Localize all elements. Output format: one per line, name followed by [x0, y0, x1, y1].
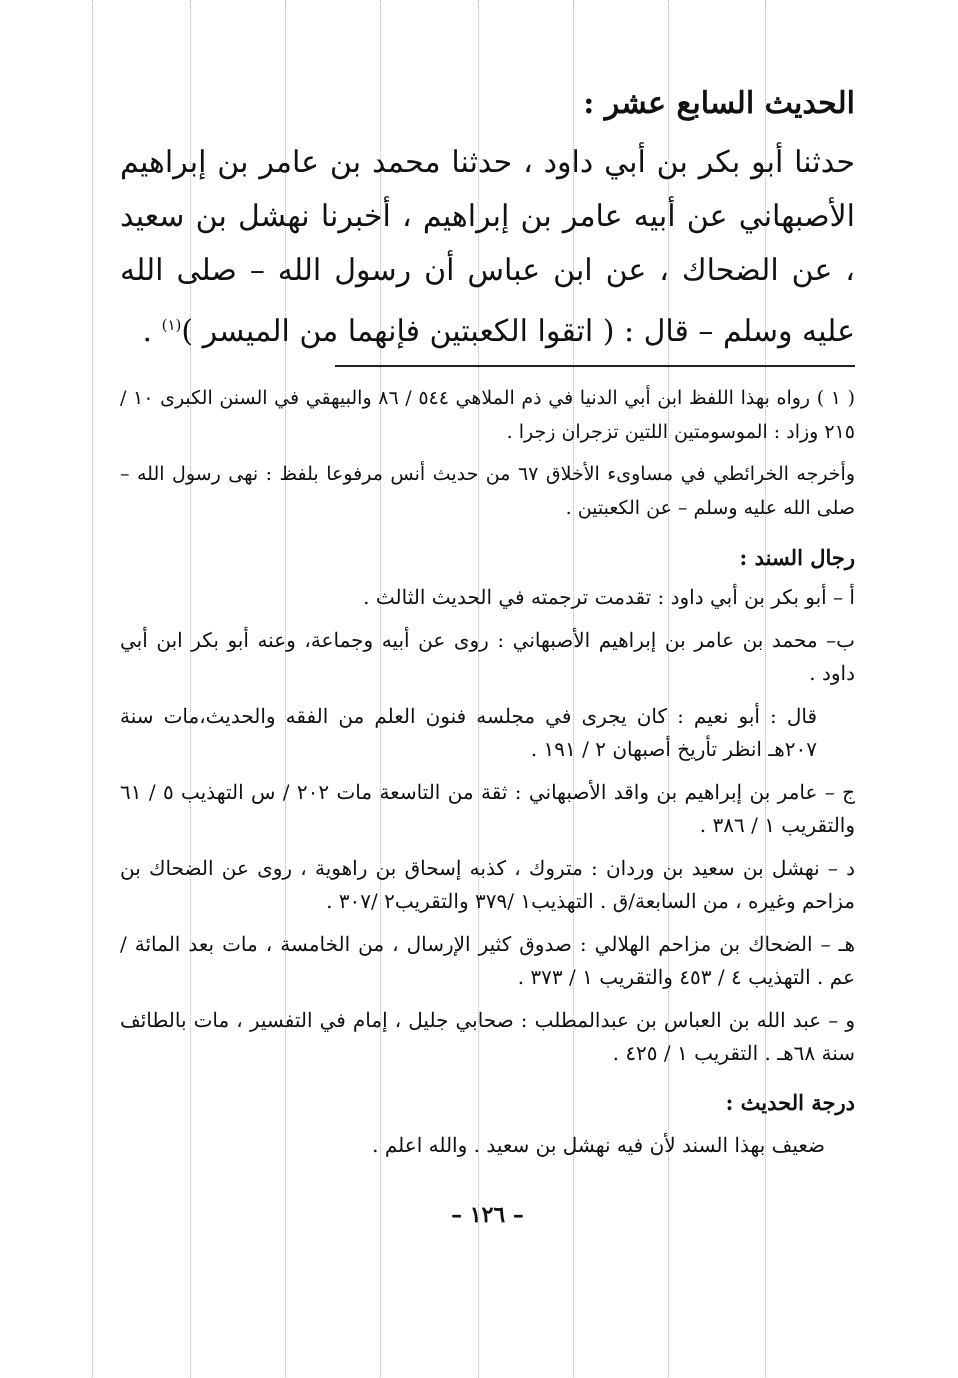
footnote: ( ١ ) رواه بهذا اللفظ ابن أبي الدنيا في ذم الملاهي ٥٤٤ / ٨٦ والبيهقي في السنن الكبرى ١٠ / ٢١٥ وزاد : الموسومتين اللتين تزجران زجرا .	[120, 387, 855, 443]
narrator-item: هـ – الضحاك بن مزاحم الهلالي : صدوق كثير الإرسال ، من الخامسة ، مات بعد المائة / عم . التهذيب ٤ / ٤٥٣ والتقريب ١ / ٣٧٣ .	[120, 932, 855, 989]
hadith-title: الحديث السابع عشر :	[583, 86, 855, 121]
footnote-divider	[335, 365, 855, 367]
narrator-item: د – نهشل بن سعيد بن وردان : متروك ، كذبه إسحاق بن راهوية ، روى عن الضحاك بن مزاحم وغيره ، من السابعة/ق . التهذيب١ /٣٧٩ والتقريب٢ /٣٠٧ .	[120, 856, 855, 913]
narrator-note: قال : أبو نعيم : كان يجرى في مجلسه فنون العلم من الفقه والحديث،مات سنة ٢٠٧هـ انظر تأريخ أصبهان ٢ / ١٩١ .	[120, 704, 817, 761]
narrator-item: ج – عامر بن إبراهيم بن واقد الأصبهاني : ثقة من التاسعة مات ٢٠٢ / س التهذيب ٥ / ٦١ والتقريب ١ / ٣٨٦ .	[120, 780, 856, 837]
footnote: وأخرجه الخرائطي في مساوىء الأخلاق ٦٧ من حديث أنس مرفوعا بلفظ : نهى رسول الله – صلى الله عليه وسلم – عن الكعبتين .	[120, 463, 855, 519]
grade-heading: درجة الحديث :	[725, 1090, 855, 1115]
narrator-item: أ – أبو بكر بن أبي داود : تقدمت ترجمته في الحديث الثالث .	[363, 585, 855, 609]
footnote-marker: (١)	[161, 316, 182, 334]
narrator-item: ب– محمد بن عامر بن إبراهيم الأصبهاني : روى عن أبيه وجماعة، وعنه أبو بكر ابن أبي داود .	[120, 628, 855, 685]
narrator-item: و – عبد الله بن العباس بن عبدالمطلب : صحابي جليل ، إمام في التفسير ، مات بالطائف سنة ٦٨هـ . التقريب ١ / ٤٢٥ .	[120, 1008, 855, 1065]
page	[120, 70, 855, 1228]
margin-dots	[92, 0, 93, 1378]
page-number: – ١٢٦ –	[451, 1202, 524, 1228]
grade-text: ضعيف بهذا السند لأن فيه نهشل بن سعيد . والله اعلم .	[372, 1133, 825, 1157]
hadith-body: حدثنا أبو بكر بن أبي داود ، حدثنا محمد بن عامر بن إبراهيم الأصبهاني عن أبيه عامر بن إبراهيم ، أخبرنا نهشل بن سعيد ، عن الضحاك ، عن ابن عباس أن رسول الله – صلى الله عليه وسلم – قال : ( اتقوا الكعبتين فإنهما من الميسر )	[120, 145, 855, 349]
rijal-heading: رجال السند :	[739, 545, 855, 570]
footnotes	[120, 381, 855, 525]
hadith-end: .	[142, 314, 153, 349]
hadith-text	[120, 136, 855, 359]
